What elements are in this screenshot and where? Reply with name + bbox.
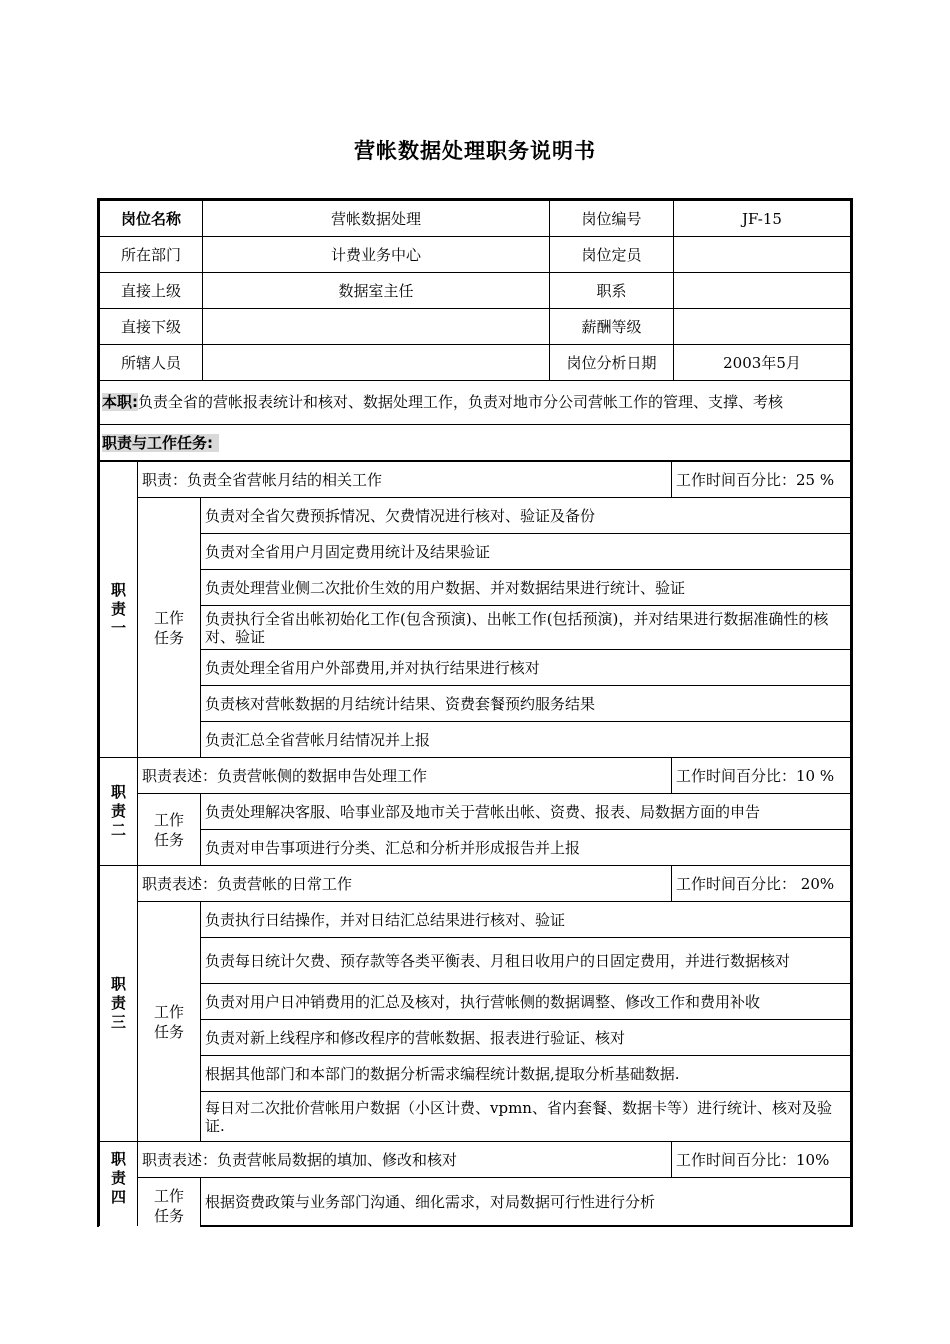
task-item: 根据其他部门和本部门的数据分析需求编程统计数据,提取分析基础数据. [201, 1056, 851, 1092]
header-row [100, 273, 851, 309]
staff-value [203, 345, 550, 381]
task-item: 负责对新上线程序和修改程序的营帐数据、报表进行验证、核对 [201, 1020, 851, 1056]
header-row [100, 309, 851, 345]
task-row [100, 1020, 851, 1056]
task-item: 每日对二次批价营帐用户数据（小区计费、vpmn、省内套餐、数据卡等）进行统计、核对及验证. [201, 1092, 851, 1142]
task-row [100, 722, 851, 758]
task-row [100, 1178, 851, 1227]
subordinate-value [203, 309, 550, 345]
task-item: 负责每日统计欠费、预存款等各类平衡表、月租日收用户的日固定费用，并进行数据核对 [201, 938, 851, 984]
task-row [100, 794, 851, 830]
supervisor-label: 直接上级 [100, 273, 203, 309]
analysis-date-label: 岗位分析日期 [550, 345, 674, 381]
duty-desc-row [100, 866, 851, 902]
page-title: 营帐数据处理职务说明书 [354, 139, 596, 163]
task-item: 负责对全省用户月固定费用统计及结果验证 [201, 534, 851, 570]
salary-grade-label: 薪酬等级 [550, 309, 674, 345]
main-duty-text: 负责全省的营帐报表统计和核对、数据处理工作，负责对地市分公司营帐工作的管理、支撑、考核 [138, 393, 784, 411]
duty-time-percent: 工作时间百分比：25 % [672, 462, 851, 498]
duties-title: 职责与工作任务: [102, 434, 219, 452]
salary-grade-value [674, 309, 851, 345]
supervisor-value: 数据室主任 [203, 273, 550, 309]
task-row [100, 650, 851, 686]
duty-time-percent: 工作时间百分比： 20% [672, 866, 851, 902]
task-item: 负责执行日结操作，并对日结汇总结果进行核对、验证 [201, 902, 851, 938]
job-description-table [97, 198, 853, 1227]
task-row [100, 606, 851, 650]
task-label: 工作任务 [138, 902, 201, 1142]
task-row [100, 534, 851, 570]
duties-title-row [100, 425, 851, 461]
task-item: 负责处理营业侧二次批价生效的用户数据、并对数据结果进行统计、验证 [201, 570, 851, 606]
task-item: 负责执行全省出帐初始化工作(包含预演)、出帐工作(包括预演)，并对结果进行数据准确性的核对、验证 [201, 606, 851, 650]
position-code-label: 岗位编号 [550, 201, 674, 237]
duty-label: 职责二 [100, 758, 138, 866]
task-item: 负责对全省欠费预拆情况、欠费情况进行核对、验证及备份 [201, 498, 851, 534]
task-row [100, 830, 851, 866]
duty-label: 职责三 [100, 866, 138, 1142]
duty-label: 职责一 [100, 462, 138, 758]
task-item: 负责核对营帐数据的月结统计结果、资费套餐预约服务结果 [201, 686, 851, 722]
duties-table [99, 461, 851, 1227]
job-family-label: 职系 [550, 273, 674, 309]
duty-description: 职责表述：负责营帐局数据的填加、修改和核对 [138, 1142, 672, 1178]
task-item: 负责处理解决客服、哈事业部及地市关于营帐出帐、资费、报表、局数据方面的申告 [201, 794, 851, 830]
position-code-value: JF-15 [674, 201, 851, 237]
position-name-value: 营帐数据处理 [203, 201, 550, 237]
task-row [100, 1056, 851, 1092]
duty-desc-row [100, 758, 851, 794]
task-label: 工作任务 [138, 794, 201, 866]
task-item: 负责对用户日冲销费用的汇总及核对，执行营帐侧的数据调整、修改工作和费用补收 [201, 984, 851, 1020]
task-row [100, 498, 851, 534]
task-row [100, 686, 851, 722]
duty-description: 职责：负责全省营帐月结的相关工作 [138, 462, 672, 498]
header-row [100, 201, 851, 237]
subordinate-label: 直接下级 [100, 309, 203, 345]
department-label: 所在部门 [100, 237, 203, 273]
task-item: 负责处理全省用户外部费用,并对执行结果进行核对 [201, 650, 851, 686]
duty-desc-row [100, 1142, 851, 1178]
headcount-label: 岗位定员 [550, 237, 674, 273]
task-item: 根据资费政策与业务部门沟通、细化需求，对局数据可行性进行分析 [201, 1178, 851, 1227]
task-row [100, 902, 851, 938]
task-item: 负责对申告事项进行分类、汇总和分析并形成报告并上报 [201, 830, 851, 866]
task-item: 负责汇总全省营帐月结情况并上报 [201, 722, 851, 758]
analysis-date-value: 2003年5月 [674, 345, 851, 381]
main-duty-row [100, 381, 851, 425]
duty-description: 职责表述：负责营帐的日常工作 [138, 866, 672, 902]
duty-desc-row [100, 462, 851, 498]
job-family-value [674, 273, 851, 309]
headcount-value [674, 237, 851, 273]
task-row [100, 1092, 851, 1142]
duty-label: 职责四 [100, 1142, 138, 1227]
staff-label: 所辖人员 [100, 345, 203, 381]
task-label: 工作任务 [138, 1178, 201, 1227]
header-row [100, 345, 851, 381]
duty-time-percent: 工作时间百分比：10 % [672, 758, 851, 794]
duty-time-percent: 工作时间百分比：10% [672, 1142, 851, 1178]
task-row [100, 570, 851, 606]
task-row [100, 984, 851, 1020]
main-duty-label: 本职: [102, 393, 138, 411]
position-name-label: 岗位名称 [100, 201, 203, 237]
header-table [99, 200, 851, 461]
header-row [100, 237, 851, 273]
task-row [100, 938, 851, 984]
task-label: 工作任务 [138, 498, 201, 758]
department-value: 计费业务中心 [203, 237, 550, 273]
duty-description: 职责表述：负责营帐侧的数据申告处理工作 [138, 758, 672, 794]
